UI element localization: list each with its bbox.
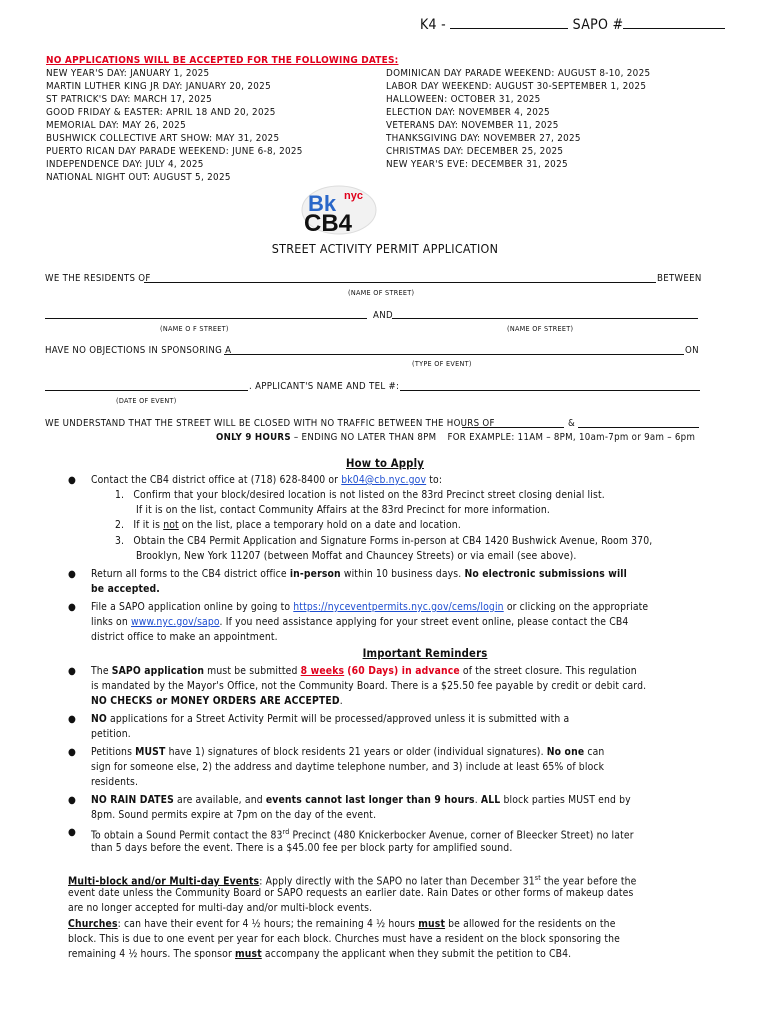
important-reminders-title: Important Reminders bbox=[362, 647, 488, 660]
only-9-hours: ONLY 9 HOURS bbox=[216, 432, 291, 443]
multi-block-note-3: are no longer accepted for multi-day and/or multi-block events. bbox=[68, 902, 373, 914]
date-item: HALLOWEEN: OCTOBER 31, 2025 bbox=[386, 94, 541, 105]
reminder-2-cont: petition. bbox=[91, 728, 131, 740]
step-1: 1. Confirm that your block/desired location is not listed on the 83rd Precinct street closing denial list. bbox=[115, 489, 605, 501]
bullet: ● bbox=[68, 569, 76, 580]
date-item: MEMORIAL DAY: MAY 26, 2025 bbox=[46, 120, 186, 131]
nyc-sapo-link[interactable]: www.nyc.gov/sapo bbox=[131, 616, 220, 628]
cb4-email-link[interactable]: bk04@cb.nyc.gov bbox=[341, 474, 427, 486]
reminder-3-cont-2: residents. bbox=[91, 776, 139, 788]
sapo-line: File a SAPO application online by going to https://nyceventpermits.nyc.gov/cems/login or clicking on the appropriate bbox=[91, 601, 649, 613]
bullet: ● bbox=[68, 666, 76, 677]
ending-note: – ENDING NO LATER THAN 8PM bbox=[293, 432, 437, 443]
svg-text:CB4: CB4 bbox=[304, 210, 353, 235]
event-type-field[interactable] bbox=[224, 354, 684, 355]
bullet: ● bbox=[68, 714, 76, 725]
svg-text:nyc: nyc bbox=[344, 190, 363, 202]
street-name-field[interactable] bbox=[144, 282, 656, 283]
closure-statement: WE UNDERSTAND THAT THE STREET WILL BE CLOSED WITH NO TRAFFIC BETWEEN THE HOURS OF bbox=[45, 418, 495, 429]
form-id-header bbox=[420, 16, 725, 32]
churches-note-3: remaining 4 ½ hours. The sponsor must accompany the applicant when they submit the petition to CB4. bbox=[68, 948, 572, 960]
multi-block-note-2: event date unless the Community Board or SAPO requests an earlier date. Rain Dates or other forms of makeup dates bbox=[68, 887, 634, 899]
date-item: NATIONAL NIGHT OUT: AUGUST 5, 2025 bbox=[46, 172, 231, 183]
date-item: NEW YEAR'S EVE: DECEMBER 31, 2025 bbox=[386, 159, 568, 170]
date-item: THANKSGIVING DAY: NOVEMBER 27, 2025 bbox=[386, 133, 581, 144]
reminder-5-cont: than 5 days before the event. There is a $45.00 fee per block party for amplified sound. bbox=[91, 842, 513, 854]
applicant-label: . APPLICANT'S NAME AND TEL #: bbox=[249, 381, 400, 392]
hours-rule bbox=[216, 431, 695, 444]
bullet: ● bbox=[68, 602, 76, 613]
date-item: DOMINICAN DAY PARADE WEEKEND: AUGUST 8-10, 2025 bbox=[386, 68, 651, 79]
date-item: VETERANS DAY: NOVEMBER 11, 2025 bbox=[386, 120, 559, 131]
churches-note: Churches: can have their event for 4 ½ hours; the remaining 4 ½ hours must be allowed for the residents on the bbox=[68, 918, 616, 930]
applicant-field[interactable] bbox=[400, 390, 700, 391]
reminder-5: To obtain a Sound Permit contact the 83rd Precinct (480 Knickerbocker Avenue, corner of Bleecker Street) no later bbox=[91, 828, 634, 842]
reminder-3: Petitions MUST have 1) signatures of block residents 21 years or older (individual signatures). No one can bbox=[91, 746, 605, 758]
sapo-line-3: district office to make an appointment. bbox=[91, 631, 278, 643]
k4-label: K4 - bbox=[420, 17, 447, 33]
reminder-4-cont: 8pm. Sound permits expire at 7pm on the day of the event. bbox=[91, 809, 377, 821]
return-forms-line: Return all forms to the CB4 district office in-person within 10 business days. No electronic submissions will bbox=[91, 568, 627, 580]
date-item: BUSHWICK COLLECTIVE ART SHOW: MAY 31, 2025 bbox=[46, 133, 280, 144]
bullet: ● bbox=[68, 827, 76, 838]
no-objections-label: HAVE NO OBJECTIONS IN SPONSORING A bbox=[45, 345, 232, 356]
reminder-1-cont-2: NO CHECKS or MONEY ORDERS ARE ACCEPTED. bbox=[91, 695, 343, 707]
street-name-caption: (NAME OF STREET) bbox=[348, 288, 415, 297]
sapo-portal-link[interactable]: https://nyceventpermits.nyc.gov/cems/login bbox=[293, 601, 504, 613]
sapo-line-2: links on www.nyc.gov/sapo. If you need assistance applying for your street event online, please contact the CB4 bbox=[91, 616, 629, 628]
date-item: NEW YEAR'S DAY: JANUARY 1, 2025 bbox=[46, 68, 210, 79]
residents-of-label: WE THE RESIDENTS OF bbox=[45, 273, 151, 284]
churches-note-2: block. This is due to one event per year for each block. Churches must have a resident on the block sponsoring the bbox=[68, 933, 620, 945]
reminder-4: NO RAIN DATES are available, and events cannot last longer than 9 hours. ALL block parties MUST end by bbox=[91, 794, 631, 806]
return-forms-cont: be accepted. bbox=[91, 583, 160, 595]
on-label: ON bbox=[685, 345, 699, 356]
bullet: ● bbox=[68, 747, 76, 758]
step-3: 3. Obtain the CB4 Permit Application and Signature Forms in-person at CB4 1420 Bushwick Avenue, Room 370, bbox=[115, 535, 653, 547]
date-item: LABOR DAY WEEKEND: AUGUST 30-SEPTEMBER 1, 2025 bbox=[386, 81, 647, 92]
reminder-2: NO applications for a Street Activity Permit will be processed/approved unless it is submitted with a bbox=[91, 713, 570, 725]
cross-street-2-field[interactable] bbox=[392, 318, 698, 319]
reminder-1-cont: is mandated by the Mayor's Office, not the Community Board. There is a $25.50 fee payable by credit or debit card. bbox=[91, 680, 647, 692]
reminder-1: The SAPO application must be submitted 8 weeks (60 Days) in advance of the street closure. This regulation bbox=[91, 665, 637, 677]
date-item: MARTIN LUTHER KING JR DAY: JANUARY 20, 2025 bbox=[46, 81, 271, 92]
bk-cb4-logo bbox=[300, 185, 378, 235]
date-item: ST PATRICK'S DAY: MARCH 17, 2025 bbox=[46, 94, 213, 105]
reminder-3-cont: sign for someone else, 2) the address and daytime telephone number, and 3) include at least 65% of block bbox=[91, 761, 605, 773]
date-item: PUERTO RICAN DAY PARADE WEEKEND: JUNE 6-8, 2025 bbox=[46, 146, 303, 157]
cross-street-2-caption: (NAME OF STREET) bbox=[507, 324, 574, 333]
how-to-apply-title: How to Apply bbox=[346, 457, 424, 470]
svg-text:Bk: Bk bbox=[308, 191, 337, 216]
date-item: GOOD FRIDAY & EASTER: APRIL 18 AND 20, 2025 bbox=[46, 107, 276, 118]
form-title: STREET ACTIVITY PERMIT APPLICATION bbox=[271, 241, 499, 256]
step-2: 2. If it is not on the list, place a temporary hold on a date and location. bbox=[115, 519, 461, 531]
and-label: AND bbox=[373, 310, 393, 321]
example-note: FOR EXAMPLE: 11AM – 8PM, 10am-7pm or 9am – 6pm bbox=[447, 432, 696, 443]
blackout-dates-right bbox=[386, 67, 650, 171]
cross-street-1-field[interactable] bbox=[45, 318, 367, 319]
event-type-caption: (TYPE OF EVENT) bbox=[412, 359, 472, 368]
date-item: INDEPENDENCE DAY: JULY 4, 2025 bbox=[46, 159, 204, 170]
between-label: BETWEEN bbox=[657, 273, 702, 284]
k4-field[interactable] bbox=[450, 16, 568, 29]
step-3-cont: Brooklyn, New York 11207 (between Moffat and Chauncey Streets) or via email (see above). bbox=[136, 550, 577, 562]
date-item: ELECTION DAY: NOVEMBER 4, 2025 bbox=[386, 107, 550, 118]
amp-label: & bbox=[568, 418, 576, 429]
cross-street-1-caption: (NAME O F STREET) bbox=[160, 324, 229, 333]
end-hour-field[interactable] bbox=[578, 427, 699, 428]
step-1-cont: If it is on the list, contact Community Affairs at the 83rd Precinct for more information. bbox=[136, 504, 550, 516]
start-hour-field[interactable] bbox=[462, 427, 564, 428]
blackout-dates-title: NO APPLICATIONS WILL BE ACCEPTED FOR THE FOLLOWING DATES: bbox=[46, 55, 399, 66]
sapo-label: SAPO # bbox=[572, 17, 624, 33]
bullet: ● bbox=[68, 475, 76, 486]
bullet: ● bbox=[68, 795, 76, 806]
multi-block-note: Multi-block and/or Multi-day Events: Apply directly with the SAPO no later than December 31st the year before the bbox=[68, 874, 637, 888]
event-date-field[interactable] bbox=[45, 390, 248, 391]
date-item: CHRISTMAS DAY: DECEMBER 25, 2025 bbox=[386, 146, 564, 157]
event-date-caption: (DATE OF EVENT) bbox=[116, 396, 177, 405]
blackout-dates-left bbox=[46, 67, 303, 184]
sapo-field[interactable] bbox=[623, 16, 725, 29]
contact-line: Contact the CB4 district office at (718) 628-8400 or bk04@cb.nyc.gov to: bbox=[91, 474, 443, 486]
